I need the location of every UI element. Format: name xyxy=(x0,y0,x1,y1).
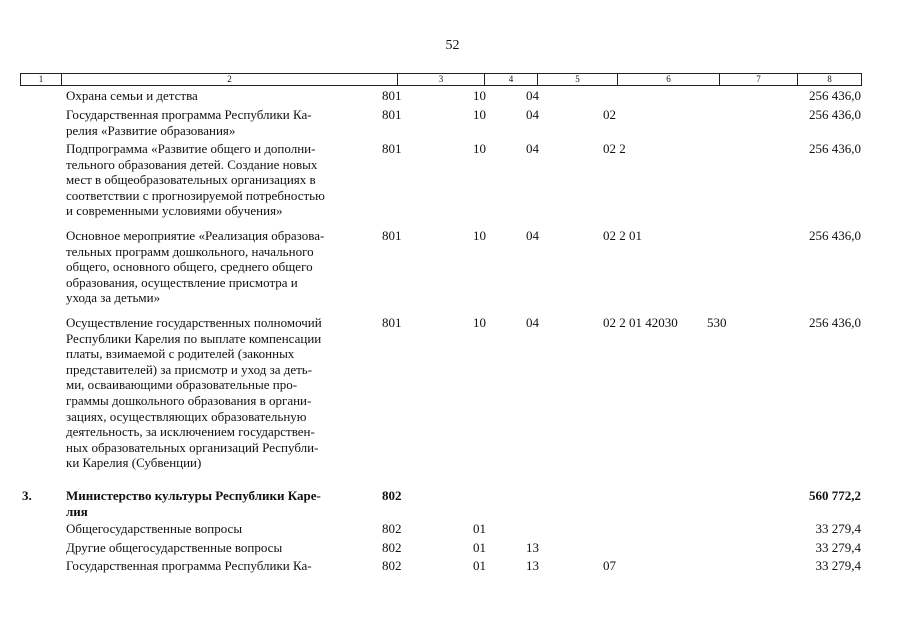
col-4-value: 01 xyxy=(473,521,486,536)
row-name xyxy=(66,107,376,138)
row-name-line: тельного образования детей. Создание новых xyxy=(66,156,318,172)
row-name-line: тельных программ дошкольного, начального xyxy=(66,243,314,259)
header-col-5: 5 xyxy=(537,74,617,85)
row-name xyxy=(66,88,376,104)
col-5-value: 04 xyxy=(526,141,539,156)
col-3-value: 801 xyxy=(382,315,402,330)
col-8-value: 256 436,0 xyxy=(809,107,861,122)
header-col-8: 8 xyxy=(797,74,861,85)
col-4-value: 10 xyxy=(473,107,486,122)
col-6-value: 07 xyxy=(603,558,616,573)
row-name xyxy=(66,315,376,471)
col-4-value: 10 xyxy=(473,315,486,330)
col-4-value: 10 xyxy=(473,228,486,243)
col-8-value: 256 436,0 xyxy=(809,228,861,243)
row-name-line: Основное мероприятие «Реализация образова- xyxy=(66,228,325,243)
row-name-line: Подпрограмма «Развитие общего и дополни- xyxy=(66,141,316,156)
row-name-line: образования, осуществление присмотра и xyxy=(66,274,298,290)
col-3-value: 802 xyxy=(382,540,402,555)
row-name-line: общего, основного общего, среднего общего xyxy=(66,259,313,275)
header-col-6: 6 xyxy=(617,74,719,85)
row-name xyxy=(66,141,376,219)
row-name xyxy=(66,228,376,306)
col-5-value: 04 xyxy=(526,88,539,103)
row-name-line: платы, взимаемой с родителей (законных xyxy=(66,346,295,362)
row-name-line: мест в общеобразовательных организациях в xyxy=(66,172,316,188)
header-col-2: 2 xyxy=(61,74,397,85)
row-name-line: Общегосударственные вопросы xyxy=(66,521,243,536)
col-3-value: 801 xyxy=(382,107,402,122)
col-7-value: 530 xyxy=(707,315,727,330)
row-number: 3. xyxy=(22,488,32,503)
col-4-value: 01 xyxy=(473,540,486,555)
row-name-line: Министерство культуры Республики Каре- xyxy=(66,488,321,503)
row-name-line: ухода за детьми» xyxy=(66,290,161,306)
col-8-value: 256 436,0 xyxy=(809,88,861,103)
col-5-value: 04 xyxy=(526,228,539,243)
col-6-value: 02 xyxy=(603,107,616,122)
col-8-value: 33 279,4 xyxy=(815,521,861,536)
col-4-value: 01 xyxy=(473,558,486,573)
col-3-value: 801 xyxy=(382,88,402,103)
row-name-line: граммы дошкольного образования в органи- xyxy=(66,392,312,408)
row-name-line: ных образовательных организаций Республи- xyxy=(66,439,319,455)
col-4-value: 10 xyxy=(473,88,486,103)
row-name xyxy=(66,558,376,574)
row-name-line: деятельность, за исключением государствен- xyxy=(66,424,315,440)
row-name-line: зациях, осуществляющих образовательную xyxy=(66,408,307,424)
row-name-line: ки Карелия (Субвенции) xyxy=(66,455,202,471)
col-5-value: 13 xyxy=(526,558,539,573)
col-3-value: 802 xyxy=(382,521,402,536)
col-8-value: 560 772,2 xyxy=(809,488,861,503)
row-name-line: Осуществление государственных полномочий xyxy=(66,315,322,330)
col-3-value: 802 xyxy=(382,558,402,573)
row-name-line: и современными условиями обучения» xyxy=(66,203,283,219)
col-6-value: 02 2 01 42030 xyxy=(603,315,678,330)
row-name xyxy=(66,521,376,537)
row-name-line: Охрана семьи и детства xyxy=(66,88,198,103)
header-col-1: 1 xyxy=(38,74,44,84)
col-8-value: 33 279,4 xyxy=(815,558,861,573)
header-col-3: 3 xyxy=(397,74,484,85)
col-4-value: 10 xyxy=(473,141,486,156)
page-number: 52 xyxy=(445,38,460,53)
row-name-line: Другие общегосударственные вопросы xyxy=(66,540,283,555)
col-3-value: 802 xyxy=(382,488,402,503)
row-name-line: релия «Развитие образования» xyxy=(66,122,236,138)
col-3-value: 801 xyxy=(382,141,402,156)
row-name-line: Республики Карелия по выплате компенсации xyxy=(66,330,322,346)
col-8-value: 33 279,4 xyxy=(815,540,861,555)
col-5-value: 13 xyxy=(526,540,539,555)
row-name-line: Государственная программа Республики Ка- xyxy=(66,107,312,122)
row-name-line: Государственная программа Республики Ка- xyxy=(66,558,312,573)
col-8-value: 256 436,0 xyxy=(809,315,861,330)
header-col-4: 4 xyxy=(484,74,537,85)
table-header xyxy=(20,73,862,86)
row-name xyxy=(66,540,376,556)
row-name-line: представителей) за присмотр и уход за деть- xyxy=(66,361,313,377)
col-6-value: 02 2 xyxy=(603,141,626,156)
col-5-value: 04 xyxy=(526,107,539,122)
row-name-line: ми, осваивающими образовательные про- xyxy=(66,377,298,393)
col-5-value: 04 xyxy=(526,315,539,330)
row-name-line: лия xyxy=(66,503,88,519)
header-col-7: 7 xyxy=(719,74,797,85)
col-8-value: 256 436,0 xyxy=(809,141,861,156)
row-name xyxy=(66,488,376,519)
col-6-value: 02 2 01 xyxy=(603,228,642,243)
col-3-value: 801 xyxy=(382,228,402,243)
row-name-line: соответствии с прогнозируемой потребностью xyxy=(66,187,325,203)
